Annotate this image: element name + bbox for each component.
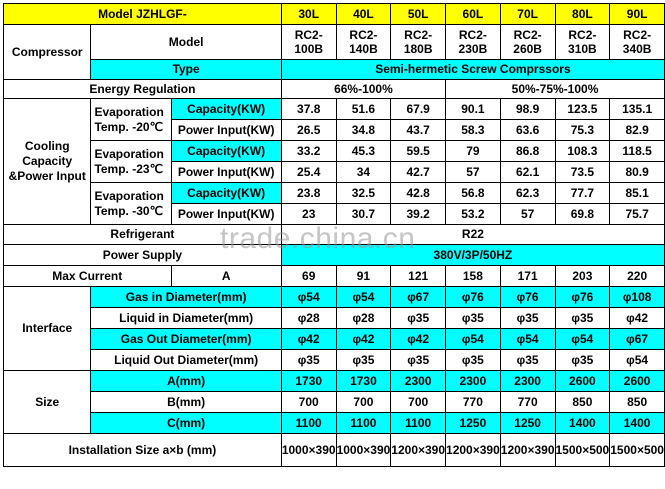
size-row bbox=[4, 392, 665, 413]
evaporation-temp-label: Evaporation Temp. -23℃ bbox=[91, 141, 171, 183]
max-current-value: 121 bbox=[391, 266, 446, 287]
size-value: 700 bbox=[336, 392, 391, 413]
power-input-value: 42.7 bbox=[391, 162, 446, 183]
size-value: 1100 bbox=[281, 413, 336, 434]
capacity-value: 51.6 bbox=[336, 99, 391, 120]
interface-value: φ28 bbox=[281, 308, 336, 329]
capacity-value: 77.7 bbox=[555, 183, 610, 204]
compressor-model-cell: RC2-310B bbox=[555, 25, 610, 60]
size-value: 1100 bbox=[391, 413, 446, 434]
energy-regulation-right: 50%-75%-100% bbox=[446, 80, 665, 99]
power-input-label: Power Input(KW) bbox=[171, 204, 281, 225]
capacity-value: 33.2 bbox=[281, 141, 336, 162]
max-current-value: 171 bbox=[500, 266, 555, 287]
size-label: Size bbox=[4, 371, 91, 434]
interface-value: φ35 bbox=[281, 350, 336, 371]
size-value: 1250 bbox=[446, 413, 501, 434]
interface-value: φ35 bbox=[446, 350, 501, 371]
interface-value: φ35 bbox=[500, 350, 555, 371]
compressor-model-cell: RC2-180B bbox=[391, 25, 446, 60]
power-supply-value: 380V/3P/50HZ bbox=[281, 245, 664, 266]
interface-value: φ54 bbox=[610, 350, 665, 371]
capacity-value: 67.9 bbox=[391, 99, 446, 120]
capacity-header-70L: 70L bbox=[500, 4, 555, 25]
power-input-value: 57 bbox=[500, 204, 555, 225]
size-value: 1400 bbox=[610, 413, 665, 434]
cooling-capacity-row bbox=[4, 99, 665, 120]
size-value: 770 bbox=[500, 392, 555, 413]
interface-value: φ28 bbox=[336, 308, 391, 329]
header-row bbox=[4, 4, 665, 25]
capacity-value: 90.1 bbox=[446, 99, 501, 120]
capacity-value: 32.5 bbox=[336, 183, 391, 204]
power-input-value: 73.5 bbox=[555, 162, 610, 183]
power-supply-row bbox=[4, 245, 665, 266]
capacity-label: Capacity(KW) bbox=[171, 99, 281, 120]
capacity-value: 79 bbox=[446, 141, 501, 162]
capacity-value: 56.8 bbox=[446, 183, 501, 204]
capacity-header-40L: 40L bbox=[336, 4, 391, 25]
capacity-header-90L: 90L bbox=[610, 4, 665, 25]
capacity-value: 62.3 bbox=[500, 183, 555, 204]
max-current-label: Max Current bbox=[4, 266, 172, 287]
size-value: 700 bbox=[391, 392, 446, 413]
interface-value: φ54 bbox=[281, 287, 336, 308]
capacity-value: 118.5 bbox=[610, 141, 665, 162]
power-input-value: 39.2 bbox=[391, 204, 446, 225]
interface-value: φ42 bbox=[281, 329, 336, 350]
interface-row-label: Gas in Diameter(mm) bbox=[91, 287, 281, 308]
power-input-value: 80.9 bbox=[610, 162, 665, 183]
size-row-label: C(mm) bbox=[91, 413, 281, 434]
interface-value: φ35 bbox=[500, 308, 555, 329]
interface-row bbox=[4, 329, 665, 350]
capacity-value: 85.1 bbox=[610, 183, 665, 204]
interface-value: φ42 bbox=[336, 329, 391, 350]
interface-value: φ54 bbox=[555, 329, 610, 350]
interface-value: φ35 bbox=[446, 308, 501, 329]
refrigerant-row bbox=[4, 225, 665, 245]
interface-row bbox=[4, 308, 665, 329]
installation-size-value: 1500×500 bbox=[555, 434, 610, 467]
watermark: trade.china.cn bbox=[220, 222, 416, 255]
max-current-unit: A bbox=[171, 266, 281, 287]
compressor-label: Compressor bbox=[4, 25, 91, 80]
size-value: 770 bbox=[446, 392, 501, 413]
interface-value: φ76 bbox=[500, 287, 555, 308]
capacity-value: 86.8 bbox=[500, 141, 555, 162]
power-input-value: 23 bbox=[281, 204, 336, 225]
model-title-cell: Model JZHLGF- bbox=[4, 4, 282, 25]
size-value: 1730 bbox=[281, 371, 336, 392]
power-input-value: 75.3 bbox=[555, 120, 610, 141]
power-input-value: 30.7 bbox=[336, 204, 391, 225]
power-input-value: 34 bbox=[336, 162, 391, 183]
interface-value: φ67 bbox=[391, 287, 446, 308]
power-input-value: 69.8 bbox=[555, 204, 610, 225]
capacity-value: 108.3 bbox=[555, 141, 610, 162]
compressor-model-cell: RC2-340B bbox=[610, 25, 665, 60]
capacity-label: Capacity(KW) bbox=[171, 183, 281, 204]
power-input-value: 75.7 bbox=[610, 204, 665, 225]
compressor-type-value: Semi-hermetic Screw Comprssors bbox=[281, 60, 664, 80]
cooling-capacity-row bbox=[4, 183, 665, 204]
compressor-model-row bbox=[4, 25, 665, 60]
max-current-value: 69 bbox=[281, 266, 336, 287]
size-value: 700 bbox=[281, 392, 336, 413]
installation-size-label: Installation Size a×b (mm) bbox=[4, 434, 282, 467]
energy-regulation-label: Energy Regulation bbox=[4, 80, 282, 99]
interface-value: φ76 bbox=[555, 287, 610, 308]
size-value: 1100 bbox=[336, 413, 391, 434]
size-value: 2300 bbox=[446, 371, 501, 392]
power-input-value: 63.6 bbox=[500, 120, 555, 141]
capacity-value: 135.1 bbox=[610, 99, 665, 120]
cooling-capacity-row bbox=[4, 141, 665, 162]
interface-value: φ35 bbox=[555, 350, 610, 371]
size-value: 2600 bbox=[555, 371, 610, 392]
size-row bbox=[4, 371, 665, 392]
evaporation-temp-label: Evaporation Temp. -30℃ bbox=[91, 183, 171, 225]
power-input-value: 26.5 bbox=[281, 120, 336, 141]
interface-label: Interface bbox=[4, 287, 91, 371]
interface-value: φ42 bbox=[391, 329, 446, 350]
size-value: 850 bbox=[555, 392, 610, 413]
interface-row bbox=[4, 287, 665, 308]
compressor-type-label: Type bbox=[91, 60, 281, 80]
capacity-value: 37.8 bbox=[281, 99, 336, 120]
interface-row-label: Gas Out Diameter(mm) bbox=[91, 329, 281, 350]
capacity-value: 23.8 bbox=[281, 183, 336, 204]
installation-size-value: 1000×390 bbox=[336, 434, 391, 467]
refrigerant-label: Refrigerant bbox=[4, 225, 282, 245]
power-input-label: Power Input(KW) bbox=[171, 162, 281, 183]
capacity-header-60L: 60L bbox=[446, 4, 501, 25]
installation-size-value: 1200×390 bbox=[446, 434, 501, 467]
size-value: 2300 bbox=[500, 371, 555, 392]
size-value: 2300 bbox=[391, 371, 446, 392]
max-current-row bbox=[4, 266, 665, 287]
interface-value: φ35 bbox=[555, 308, 610, 329]
interface-value: φ35 bbox=[391, 308, 446, 329]
capacity-value: 98.9 bbox=[500, 99, 555, 120]
max-current-value: 203 bbox=[555, 266, 610, 287]
compressor-model-cell: RC2-230B bbox=[446, 25, 501, 60]
compressor-model-cell: RC2-140B bbox=[336, 25, 391, 60]
power-input-value: 57 bbox=[446, 162, 501, 183]
size-row-label: B(mm) bbox=[91, 392, 281, 413]
capacity-value: 59.5 bbox=[391, 141, 446, 162]
installation-size-value: 1200×390 bbox=[391, 434, 446, 467]
compressor-model-label: Model bbox=[91, 25, 281, 60]
installation-size-value: 1000×390 bbox=[281, 434, 336, 467]
evaporation-temp-label: Evaporation Temp. -20℃ bbox=[91, 99, 171, 141]
size-row bbox=[4, 413, 665, 434]
power-input-value: 53.2 bbox=[446, 204, 501, 225]
power-input-value: 25.4 bbox=[281, 162, 336, 183]
size-value: 1730 bbox=[336, 371, 391, 392]
installation-size-value: 1200×390 bbox=[500, 434, 555, 467]
compressor-type-row bbox=[4, 60, 665, 80]
size-value: 1400 bbox=[555, 413, 610, 434]
power-input-value: 34.8 bbox=[336, 120, 391, 141]
power-input-value: 58.3 bbox=[446, 120, 501, 141]
interface-value: φ54 bbox=[500, 329, 555, 350]
capacity-label: Capacity(KW) bbox=[171, 141, 281, 162]
max-current-value: 91 bbox=[336, 266, 391, 287]
installation-size-row bbox=[4, 434, 665, 467]
interface-value: φ108 bbox=[610, 287, 665, 308]
size-value: 850 bbox=[610, 392, 665, 413]
size-value: 1250 bbox=[500, 413, 555, 434]
capacity-header-80L: 80L bbox=[555, 4, 610, 25]
size-value: 2600 bbox=[610, 371, 665, 392]
power-input-value: 82.9 bbox=[610, 120, 665, 141]
interface-row bbox=[4, 350, 665, 371]
energy-regulation-left: 66%-100% bbox=[281, 80, 445, 99]
power-input-label: Power Input(KW) bbox=[171, 120, 281, 141]
max-current-value: 220 bbox=[610, 266, 665, 287]
compressor-model-cell: RC2-100B bbox=[281, 25, 336, 60]
cooling-capacity-label: Cooling Capacity &Power Input bbox=[4, 99, 91, 225]
power-input-value: 43.7 bbox=[391, 120, 446, 141]
interface-value: φ35 bbox=[391, 350, 446, 371]
interface-row-label: Liquid in Diameter(mm) bbox=[91, 308, 281, 329]
max-current-value: 158 bbox=[446, 266, 501, 287]
interface-value: φ54 bbox=[336, 287, 391, 308]
interface-value: φ76 bbox=[446, 287, 501, 308]
capacity-value: 123.5 bbox=[555, 99, 610, 120]
capacity-header-50L: 50L bbox=[391, 4, 446, 25]
refrigerant-value: R22 bbox=[281, 225, 664, 245]
interface-value: φ35 bbox=[336, 350, 391, 371]
capacity-header-30L: 30L bbox=[281, 4, 336, 25]
capacity-value: 42.8 bbox=[391, 183, 446, 204]
capacity-value: 45.3 bbox=[336, 141, 391, 162]
interface-value: φ67 bbox=[610, 329, 665, 350]
interface-row-label: Liquid Out Diameter(mm) bbox=[91, 350, 281, 371]
compressor-model-cell: RC2-260B bbox=[500, 25, 555, 60]
energy-regulation-row bbox=[4, 80, 665, 99]
power-input-value: 62.1 bbox=[500, 162, 555, 183]
interface-value: φ54 bbox=[446, 329, 501, 350]
interface-value: φ42 bbox=[610, 308, 665, 329]
spec-table bbox=[3, 3, 665, 467]
size-row-label: A(mm) bbox=[91, 371, 281, 392]
power-supply-label: Power Supply bbox=[4, 245, 282, 266]
installation-size-value: 1500×500 bbox=[610, 434, 665, 467]
